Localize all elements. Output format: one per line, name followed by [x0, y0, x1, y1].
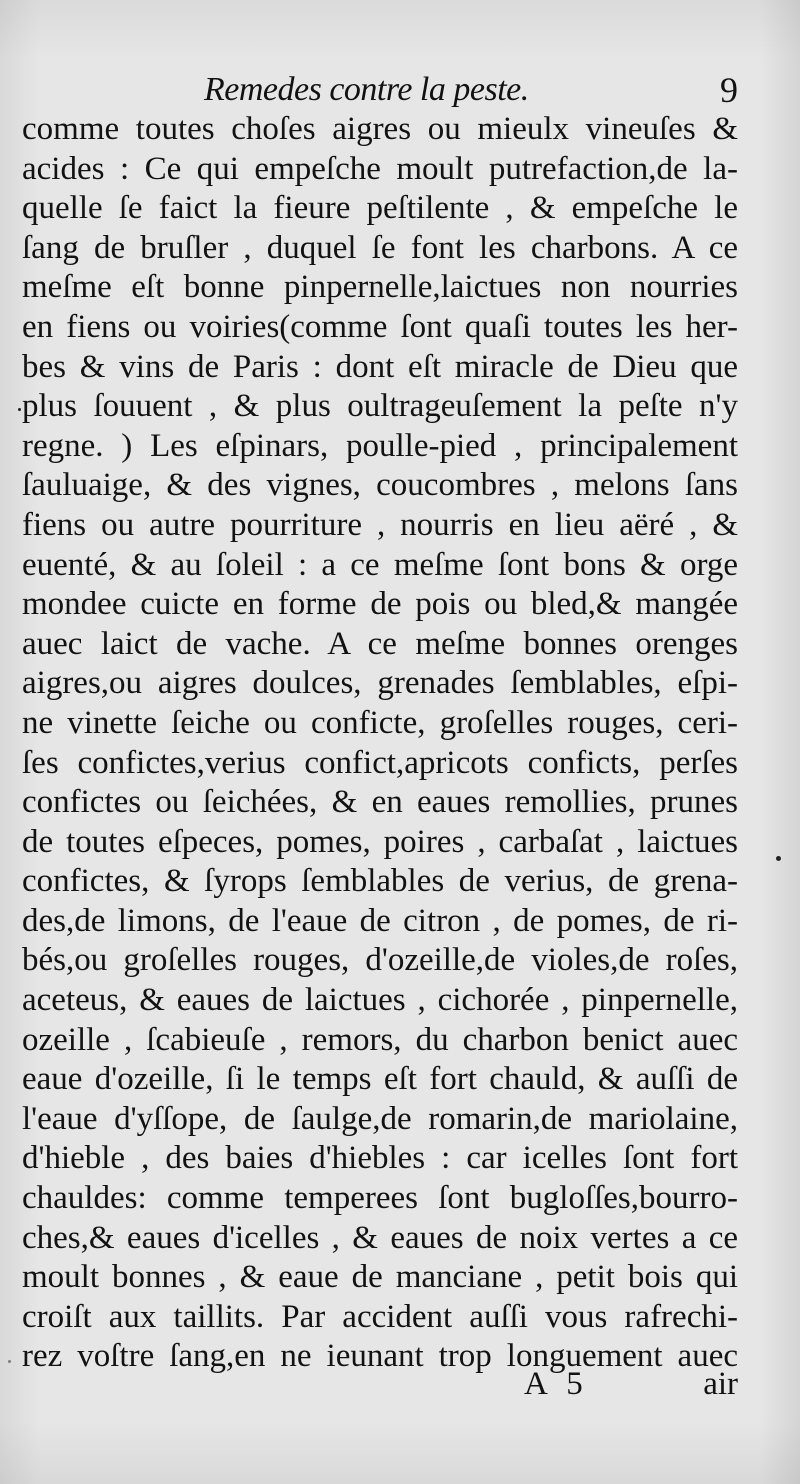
text-line: meſme eſt bonne pinpernelle,laictues non nourries [22, 269, 738, 306]
signature-mark: A 5 [524, 1366, 589, 1402]
text-line: ſes confictes,verius confict,apricots conficts, perſes [22, 744, 738, 781]
text-line: ſang de bruſler , duquel ſe font les charbons. A ce [22, 229, 738, 266]
text-line: d'hieble , des baies d'hiebles : car icelles ſont fort [22, 1140, 738, 1177]
ink-speck [18, 408, 21, 411]
catchword: air [703, 1366, 738, 1402]
text-line: confictes, & ſyrops ſemblables de verius, de grena- [22, 863, 738, 900]
page-footer [22, 1360, 738, 1408]
running-head [22, 66, 738, 114]
text-line: croiſt aux taillits. Par accident auſſi vous rafrechi- [22, 1298, 738, 1335]
running-title: Remedes contre la peste. [204, 71, 529, 108]
text-line: ſauluaige, & des vignes, coucombres , melons ſans [22, 467, 738, 504]
text-line: acides : Ce qui empeſche moult putrefaction,de la- [22, 150, 738, 187]
text-line: comme toutes choſes aigres ou mieulx vineuſes & [22, 111, 738, 147]
text-line: l'eaue d'yſſope, de ſaulge,de romarin,de mariolaine, [22, 1100, 738, 1137]
text-line: ozeille , ſcabieuſe , remors, du charbon benict auec [22, 1021, 738, 1058]
text-line: aigres,ou aigres doulces, grenades ſemblables, eſpi- [22, 665, 738, 702]
text-line: moult bonnes , & eaue de manciane , petit bois qui [22, 1259, 738, 1296]
text-line: euenté, & au ſoleil : a ce meſme ſont bons & orge [22, 546, 738, 583]
text-line: rez voſtre ſang,en ne ieunant trop longuement auec [22, 1338, 738, 1375]
text-line: eaue d'ozeille, ſi le temps eſt fort chauld, & auſſi de [22, 1061, 738, 1098]
text-line: confictes ou ſeichées, & en eaues remollies, prunes [22, 784, 738, 821]
body-text [22, 110, 738, 1377]
text-line: des,de limons, de l'eaue de citron , de pomes, de ri- [22, 902, 738, 939]
text-line: bes & vins de Paris : dont eſt miracle de Dieu que [22, 348, 738, 385]
text-line: ne vinette ſeiche ou conficte, groſelles rouges, ceri- [22, 704, 738, 741]
text-line: bés,ou groſelles rouges, d'ozeille,de violes,de roſes, [22, 942, 738, 979]
text-line: aceteus, & eaues de laictues , cichorée , pinpernelle, [22, 982, 738, 1019]
text-line: ches,& eaues d'icelles , & eaues de noix vertes a ce [22, 1219, 738, 1256]
text-line: plus ſouuent , & plus oultrageuſement la peſte n'y [22, 388, 738, 425]
ink-speck [8, 1360, 11, 1363]
text-line: quelle ſe faict la fieure peſtilente , & empeſche le [22, 190, 738, 227]
text-line: chauldes: comme temperees ſont bugloſſes,bourro- [22, 1180, 738, 1217]
text-line: auec laict de vache. A ce meſme bonnes orenges [22, 625, 738, 662]
text-line: en fiens ou voiries(comme ſont quaſi toutes les her- [22, 308, 738, 345]
ink-speck [776, 856, 781, 861]
text-line: de toutes eſpeces, pomes, poires , carbaſat , laictues [22, 823, 738, 860]
text-line: mondee cuicte en forme de pois ou bled,& mangée [22, 586, 738, 623]
text-line: regne. ) Les eſpinars, poulle-pied , principalement [22, 427, 738, 464]
text-line: fiens ou autre pourriture , nourris en lieu aëré , & [22, 506, 738, 543]
page-number: 9 [720, 70, 738, 110]
